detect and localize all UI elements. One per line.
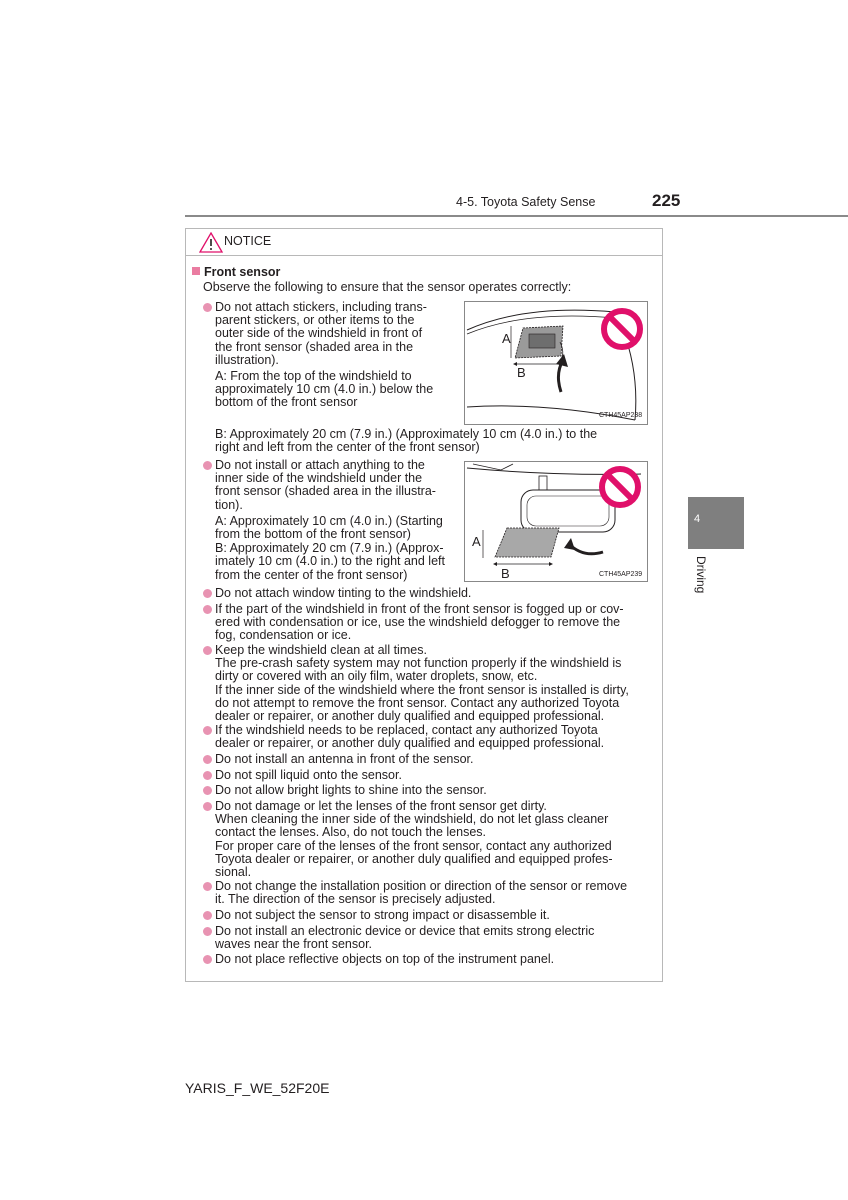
fig2-label-a: A [472,534,481,549]
windshield-outer-illustration [465,302,647,424]
text-line: A: From the top of the windshield to [215,369,412,384]
list-item-inner-side [215,459,453,582]
note-a [215,515,453,541]
list-item-impact [215,909,657,922]
bullet-icon [203,726,212,735]
text-line: bottom of the front sensor [215,395,358,410]
notice-box [185,228,663,982]
warning-triangle-icon [199,232,223,253]
list-item-antenna [215,753,657,766]
bullet-icon [203,771,212,780]
bullet-icon [203,461,212,470]
text-line: Do not attach window tinting to the windshield. [215,586,472,600]
bullet-icon [203,605,212,614]
text-line: waves near the front sensor. [215,937,373,952]
notice-header [186,229,662,256]
text-line: Do not install an electronic device or device that emits strong electric [215,924,595,938]
bullet-icon [203,802,212,811]
text-line: Do not change the installation position or direction of the sensor or remove [215,879,628,893]
text-line: tion). [215,497,243,512]
bullet-icon [203,646,212,655]
square-bullet-icon [192,267,200,275]
bullet-icon [203,927,212,936]
text-line: The pre-crash safety system may not function properly if the windshield is [215,656,622,671]
notice-title: NOTICE [224,234,272,248]
text-line: parent stickers, or other items to the [215,313,415,328]
text-line: dirty or covered with an oily film, water droplets, snow, etc. [215,669,538,684]
text-line: B: Approximately 20 cm (7.9 in.) (Approximately 10 cm (4.0 in.) to the [215,427,598,441]
note-b [215,542,453,582]
header-section-title: 4-5. Toyota Safety Sense [456,195,596,209]
text-line: from the bottom of the front sensor) [215,527,411,542]
text-line: ered with condensation or ice, use the windshield defogger to remove the [215,615,621,630]
bullet-icon [203,786,212,795]
bullet-icon [203,911,212,920]
bullet-icon [203,955,212,964]
text-line: If the windshield needs to be replaced, contact any authorized Toyota [215,723,598,737]
fig1-label-b: B [517,365,526,380]
text-line: For proper care of the lenses of the front sensor, contact any authorized [215,838,612,853]
list-item-reflective-objects [215,953,657,966]
figure-code: CTH45AP239 [599,571,643,578]
list-item-stickers [215,301,453,410]
text-line: from the center of the front sensor) [215,567,408,582]
text-line: do not attempt to remove the front sensor. Contact any authorized Toyota [215,695,620,710]
figure-outer-windshield [464,301,648,425]
text-line: contact the lenses. Also, do not touch the lenses. [215,825,487,840]
section-title: Front sensor [204,265,281,279]
text-line: Do not allow bright lights to shine into the sensor. [215,783,487,797]
text-line: B: Approximately 20 cm (7.9 in.) (Approx- [215,541,444,556]
text-line: outer side of the windshield in front of [215,326,423,341]
text-line: Keep the windshield clean at all times. [215,643,427,657]
text-line: Do not spill liquid onto the sensor. [215,768,402,782]
text-line: the front sensor (shaded area in the [215,339,414,354]
list-item-bright-lights [215,784,657,797]
text-line: imately 10 cm (4.0 in.) to the right and left [215,554,445,569]
list-item-liquid [215,769,657,782]
chapter-number: 4 [694,513,701,525]
text-line: When cleaning the inner side of the windshield, do not let glass cleaner [215,812,609,827]
note-a [215,370,453,410]
fig1-label-a: A [502,331,511,346]
text-line: If the part of the windshield in front of the front sensor is fogged up or cov- [215,602,624,616]
text-line: Do not install or attach anything to the [215,458,425,472]
text-line: front sensor (shaded area in the illustra- [215,484,436,499]
list-item-lenses [215,800,657,879]
list-item-fogged [215,603,657,643]
chapter-label: Driving [694,556,708,594]
bullet-icon [203,303,212,312]
text-line: Do not damage or let the lenses of the front sensor get dirty. [215,799,547,813]
text-line: If the inner side of the windshield where the front sensor is installed is dirty, [215,682,629,697]
text-line: Do not subject the sensor to strong impact or disassemble it. [215,908,550,922]
text-line: approximately 10 cm (4.0 in.) below the [215,382,434,397]
bullet-icon [203,882,212,891]
text-line: dealer or repairer, or another duly qualified and equipped professional. [215,709,605,724]
text-line: dealer or repairer, or another duly qualified and equipped professional. [215,736,605,751]
text-line: Do not place reflective objects on top of the instrument panel. [215,952,555,966]
figure-code: CTH45AP238 [599,412,643,419]
section-heading [192,265,280,279]
header-rule [185,215,848,217]
text-line: Do not install an antenna in front of the sensor. [215,752,474,766]
text-line: fog, condensation or ice. [215,628,352,643]
note-b-stickers [215,428,657,454]
list-item-electronic-device [215,925,657,951]
text-line: Toyota dealer or repairer, or another duly qualified and equipped profes- [215,851,613,866]
list-item-window-tinting [215,587,657,600]
list-item-keep-clean [215,644,657,723]
text-line: sional. [215,865,252,880]
list-item-replace-windshield [215,724,657,750]
text-line: it. The direction of the sensor is precisely adjusted. [215,892,496,907]
section-intro: Observe the following to ensure that the sensor operates correctly: [203,280,572,294]
text-line: Do not attach stickers, including trans- [215,300,427,314]
bullet-icon [203,589,212,598]
page-number: 225 [652,191,681,210]
text-line: right and left from the center of the front sensor) [215,440,480,455]
text-line: A: Approximately 10 cm (4.0 in.) (Starting [215,513,443,528]
bullet-icon [203,755,212,764]
windshield-inner-illustration [465,462,647,581]
text-line: illustration). [215,352,279,367]
list-item-installation-position [215,880,657,906]
figure-inner-windshield [464,461,648,582]
text-line: inner side of the windshield under the [215,471,423,486]
footer-code: YARIS_F_WE_52F20E [185,1080,330,1096]
fig2-label-b: B [501,566,510,581]
chapter-tab [688,497,744,549]
